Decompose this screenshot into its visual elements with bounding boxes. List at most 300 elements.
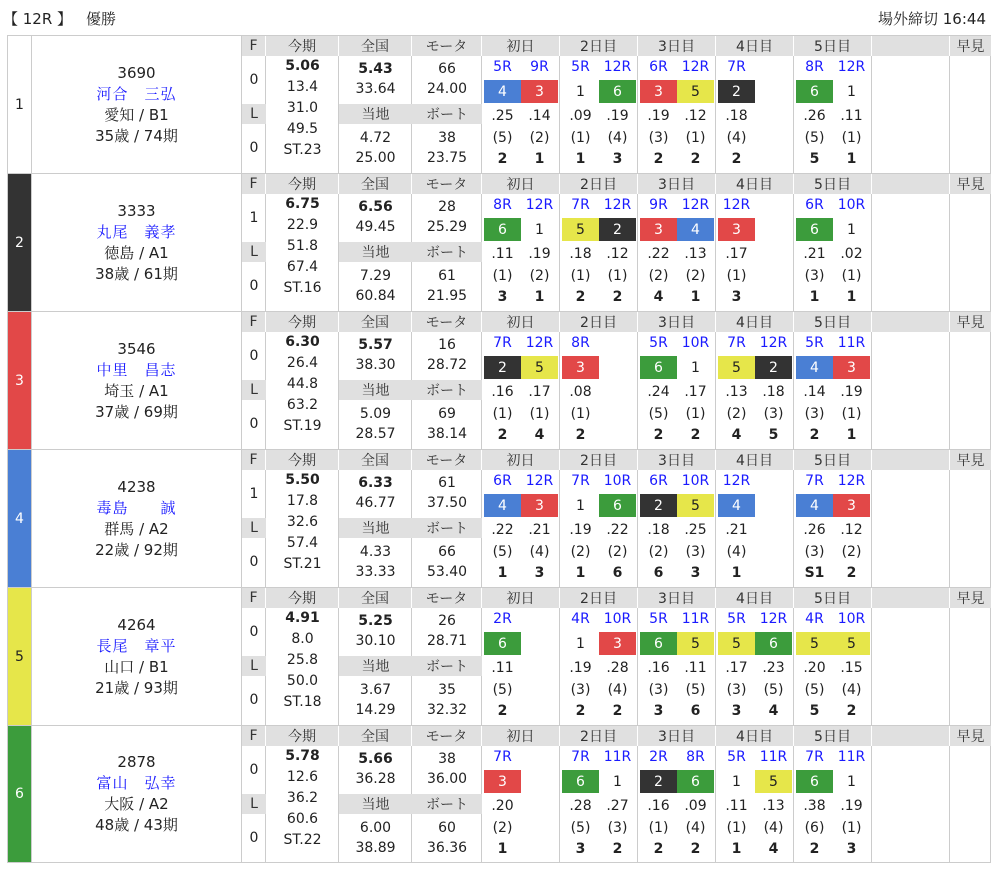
course-badge: 3 [484, 770, 521, 793]
header-bar [0, 0, 1000, 34]
race-number-link[interactable]: 12R [525, 197, 554, 213]
national-2ren-rate: 33.64 [355, 81, 396, 97]
course-badge: 1 [562, 80, 599, 103]
race-number-link[interactable]: 12R [525, 473, 554, 489]
racer-name-link[interactable]: 丸尾 義孝 [96, 222, 177, 241]
race-number-link[interactable]: 5R [805, 335, 824, 351]
racer-info [32, 450, 242, 587]
race-number-link[interactable]: 12R [722, 473, 751, 489]
racer-row [7, 449, 991, 587]
season-stat: 50.0 [286, 673, 319, 689]
racer-branch: 徳島 / A1 [104, 243, 169, 262]
season-stat: 12.6 [286, 769, 319, 785]
grid-line [793, 56, 794, 173]
racer-info [32, 726, 242, 862]
col-header-day: 初日 [482, 588, 560, 608]
race-number-link[interactable]: 6R [649, 473, 668, 489]
course-badge: 3 [521, 494, 558, 517]
start-timing: .17 [725, 246, 748, 262]
start-timing: .18 [725, 108, 748, 124]
start-position: (3) [648, 130, 669, 146]
course-badge: 6 [640, 632, 677, 655]
col-header-l: L [242, 518, 266, 538]
grid-line [637, 470, 638, 587]
start-timing: .26 [803, 522, 826, 538]
col-header-day: 2日目 [560, 726, 638, 746]
lane-number: 6 [8, 726, 32, 862]
grid-line [715, 746, 716, 862]
start-timing: .12 [684, 108, 707, 124]
col-header-empty [872, 174, 950, 194]
course-badge: 1 [833, 770, 870, 793]
boat-rate: 53.40 [426, 564, 468, 580]
race-number-link[interactable]: 7R [805, 749, 824, 765]
finish-position: 2 [731, 151, 742, 167]
race-number-link[interactable]: 5R [493, 59, 512, 75]
boat-rate: 32.32 [426, 702, 468, 718]
course-badge: 5 [521, 356, 558, 379]
grid-line [871, 746, 872, 862]
race-number-link[interactable]: 7R [805, 473, 824, 489]
season-stat: 25.8 [286, 652, 319, 668]
race-number-link[interactable]: 5R [727, 611, 746, 627]
course-badge: 2 [640, 494, 677, 517]
grid-line [793, 746, 794, 862]
start-timing: .26 [803, 108, 826, 124]
col-header-l: L [242, 380, 266, 400]
grid-line [559, 332, 560, 449]
finish-position: 4 [731, 427, 742, 443]
finish-position: 3 [534, 565, 545, 581]
race-number-link[interactable]: 12R [603, 197, 632, 213]
race-number-link[interactable]: 11R [837, 749, 866, 765]
race-number-link[interactable]: 7R [727, 59, 746, 75]
race-number-link[interactable]: 7R [571, 749, 590, 765]
race-number-link[interactable]: 5R [727, 749, 746, 765]
finish-position: 3 [690, 565, 701, 581]
finish-position: 3 [731, 703, 742, 719]
start-timing: .14 [803, 384, 826, 400]
race-number-link[interactable]: 11R [837, 335, 866, 351]
race-number-link[interactable]: 10R [837, 197, 866, 213]
col-header-l: L [242, 794, 266, 814]
race-number-link[interactable]: 5R [571, 59, 590, 75]
race-number-link[interactable]: 12R [837, 59, 866, 75]
col-header-f: F [242, 588, 266, 608]
start-timing: .16 [491, 384, 514, 400]
race-number-link[interactable]: 4R [571, 611, 590, 627]
season-stat: 51.8 [286, 238, 319, 254]
season-stat: 32.6 [286, 514, 319, 530]
racer-name-link[interactable]: 毒島 誠 [96, 498, 177, 517]
racer-age: 35歳 / 74期 [95, 126, 178, 145]
boat-number: 35 [438, 682, 456, 698]
season-stat: 60.6 [286, 811, 319, 827]
grid-line [949, 470, 950, 587]
race-number-link[interactable]: 12R [681, 197, 710, 213]
race-number-link[interactable]: 10R [837, 611, 866, 627]
col-header-day: 5日目 [794, 312, 872, 332]
course-badge: 6 [484, 218, 521, 241]
local-2ren-rate: 28.57 [355, 426, 396, 442]
start-timing: .11 [840, 108, 863, 124]
col-header-day: 初日 [482, 174, 560, 194]
race-number-link[interactable]: 9R [649, 197, 668, 213]
race-number-link[interactable]: 7R [571, 197, 590, 213]
start-timing: .13 [725, 384, 748, 400]
boat-rate: 21.95 [426, 288, 468, 304]
race-number-link[interactable]: 12R [837, 473, 866, 489]
col-header-day: 初日 [482, 312, 560, 332]
finish-position: 1 [497, 565, 508, 581]
grid-line [637, 56, 638, 173]
finish-position: 6 [612, 565, 623, 581]
start-timing: .18 [762, 384, 785, 400]
col-header-f: F [242, 726, 266, 746]
race-number-link[interactable]: 10R [603, 473, 632, 489]
start-position: (5) [648, 406, 669, 422]
grid-line [793, 194, 794, 311]
finish-position: 2 [809, 427, 820, 443]
local-win-rate: 7.29 [359, 268, 392, 284]
course-badge: 5 [796, 632, 833, 655]
race-number-link[interactable]: 6R [649, 59, 668, 75]
start-position: (2) [607, 544, 628, 560]
course-badge: 3 [562, 356, 599, 379]
start-position: (2) [648, 268, 669, 284]
start-timing: .11 [491, 660, 514, 676]
course-badge: 2 [484, 356, 521, 379]
grid-line [949, 194, 950, 311]
start-timing: .21 [725, 522, 748, 538]
start-position: (1) [841, 820, 862, 836]
start-timing: .14 [528, 108, 551, 124]
season-stat: 4.91 [285, 610, 320, 626]
race-number-link[interactable]: 5R [649, 335, 668, 351]
col-header-national: 全国 [339, 174, 412, 194]
start-timing: .19 [840, 384, 863, 400]
start-position: (4) [607, 682, 628, 698]
stats-grid [242, 588, 990, 725]
col-header-day: 4日目 [716, 174, 794, 194]
finish-position: 2 [846, 565, 857, 581]
season-stat: 36.2 [286, 790, 319, 806]
finish-position: 2 [653, 151, 664, 167]
col-header-day: 初日 [482, 450, 560, 470]
start-timing: .11 [684, 660, 707, 676]
start-position: (5) [763, 682, 784, 698]
finish-position: 1 [497, 841, 508, 857]
boat-rate: 38.14 [426, 426, 468, 442]
course-badge: 3 [718, 218, 755, 241]
finish-position: 2 [690, 841, 701, 857]
course-badge: 6 [562, 770, 599, 793]
start-timing: .19 [528, 246, 551, 262]
season-stat: ST.22 [283, 832, 322, 848]
start-position: (5) [492, 544, 513, 560]
start-position: (4) [841, 682, 862, 698]
start-position: (1) [726, 820, 747, 836]
col-header-early: 早見 [950, 450, 992, 470]
course-badge: 4 [484, 80, 521, 103]
col-header-day: 3日目 [638, 450, 716, 470]
finish-position: 2 [612, 841, 623, 857]
race-number-link[interactable]: 12R [525, 335, 554, 351]
race-number-link[interactable]: 10R [603, 611, 632, 627]
col-header-f: F [242, 312, 266, 332]
motor-rate: 28.71 [426, 633, 468, 649]
flying-count: 0 [249, 72, 259, 88]
finish-position: 1 [846, 289, 857, 305]
race-number-link[interactable]: 4R [805, 611, 824, 627]
finish-position: 5 [768, 427, 779, 443]
racer-name-link[interactable]: 中里 昌志 [96, 360, 177, 379]
racer-row [7, 587, 991, 725]
start-position: (4) [685, 820, 706, 836]
col-header-day: 初日 [482, 36, 560, 56]
racer-row [7, 173, 991, 311]
race-number-link[interactable]: 5R [649, 611, 668, 627]
motor-number: 66 [438, 61, 456, 77]
col-header-season: 今期 [266, 36, 339, 56]
course-badge: 1 [562, 494, 599, 517]
finish-position: 1 [731, 565, 742, 581]
col-header-season: 今期 [266, 588, 339, 608]
start-timing: .13 [762, 798, 785, 814]
race-number-link[interactable]: 11R [603, 749, 632, 765]
motor-rate: 25.29 [426, 219, 468, 235]
col-header-local: 当地 [339, 242, 412, 262]
course-badge: 3 [640, 218, 677, 241]
racer-reg-number: 3333 [117, 201, 156, 220]
start-timing: .24 [647, 384, 670, 400]
season-stat: 57.4 [286, 535, 319, 551]
start-position: (1) [607, 268, 628, 284]
season-stat: 31.0 [286, 100, 319, 116]
motor-rate: 36.00 [426, 771, 468, 787]
course-badge: 5 [718, 356, 755, 379]
start-timing: .19 [840, 798, 863, 814]
season-stat: 17.8 [286, 493, 319, 509]
finish-position: 2 [575, 289, 586, 305]
start-timing: .17 [528, 384, 551, 400]
start-timing: .19 [569, 660, 592, 676]
col-header-day: 初日 [482, 726, 560, 746]
race-number-link[interactable]: 8R [805, 59, 824, 75]
start-position: (1) [841, 268, 862, 284]
grid-line [559, 608, 560, 725]
race-number-link[interactable]: 7R [571, 473, 590, 489]
start-position: (5) [685, 682, 706, 698]
start-position: (1) [492, 406, 513, 422]
start-position: (2) [685, 268, 706, 284]
finish-position: 4 [768, 703, 779, 719]
motor-number: 38 [438, 751, 456, 767]
racer-name-link[interactable]: 富山 弘幸 [96, 774, 177, 792]
national-2ren-rate: 49.45 [355, 219, 396, 235]
grid-line [871, 194, 872, 311]
start-timing: .18 [569, 246, 592, 262]
col-header-season: 今期 [266, 450, 339, 470]
race-number-link[interactable]: 6R [493, 473, 512, 489]
course-badge: 6 [796, 80, 833, 103]
racer-name-link[interactable]: 河合 三弘 [96, 84, 177, 103]
start-position: (3) [804, 544, 825, 560]
race-number-link[interactable]: 8R [493, 197, 512, 213]
stats-grid [242, 36, 990, 173]
national-win-rate: 5.25 [358, 613, 393, 629]
start-position: (5) [804, 682, 825, 698]
start-position: (3) [607, 820, 628, 836]
grid-line [949, 746, 950, 862]
finish-position: 1 [846, 151, 857, 167]
racer-branch: 大阪 / A2 [104, 795, 169, 813]
start-position: (2) [529, 130, 550, 146]
col-header-day: 4日目 [716, 450, 794, 470]
start-timing: .28 [606, 660, 629, 676]
race-number: 【 12R 】 [3, 10, 73, 28]
col-header-l: L [242, 104, 266, 124]
racer-reg-number: 3690 [117, 63, 156, 82]
national-win-rate: 5.57 [358, 337, 393, 353]
col-header-early: 早見 [950, 726, 992, 746]
finish-position: 5 [809, 703, 820, 719]
race-name: 優勝 [86, 10, 117, 28]
col-header-day: 4日目 [716, 588, 794, 608]
race-number-link[interactable]: 11R [681, 611, 710, 627]
boat-number: 66 [438, 544, 456, 560]
start-position: (1) [648, 820, 669, 836]
finish-position: 3 [846, 841, 857, 857]
race-number-link[interactable]: 7R [493, 749, 512, 765]
local-2ren-rate: 38.89 [355, 840, 396, 856]
col-header-boat: ボート [412, 656, 482, 676]
late-count: 0 [249, 140, 259, 156]
race-number-link[interactable]: 7R [493, 335, 512, 351]
season-stat: 6.30 [285, 334, 320, 350]
race-number-link[interactable]: 12R [759, 335, 788, 351]
col-header-season: 今期 [266, 726, 339, 746]
start-timing: .02 [840, 246, 863, 262]
racer-info [32, 588, 242, 725]
race-number-link[interactable]: 8R [571, 335, 590, 351]
col-header-boat: ボート [412, 380, 482, 400]
start-timing: .12 [606, 246, 629, 262]
col-header-day: 5日目 [794, 726, 872, 746]
course-badge: 1 [521, 218, 558, 241]
finish-position: 1 [534, 289, 545, 305]
col-header-national: 全国 [339, 312, 412, 332]
col-header-early: 早見 [950, 174, 992, 194]
season-stat: 67.4 [286, 259, 319, 275]
boat-number: 60 [438, 820, 456, 836]
race-number-link[interactable]: 7R [727, 335, 746, 351]
grid-line [559, 56, 560, 173]
start-timing: .20 [803, 660, 826, 676]
race-number-link[interactable]: 12R [759, 611, 788, 627]
course-badge: 2 [599, 218, 636, 241]
late-count: 0 [249, 692, 259, 708]
finish-position: 1 [575, 151, 586, 167]
start-timing: .21 [803, 246, 826, 262]
col-header-season: 今期 [266, 174, 339, 194]
course-badge: 6 [796, 770, 833, 793]
racer-name-link[interactable]: 長尾 章平 [96, 636, 177, 655]
racer-age: 21歳 / 93期 [95, 678, 178, 697]
col-header-day: 3日目 [638, 588, 716, 608]
race-number-link[interactable]: 2R [493, 611, 512, 627]
start-position: (2) [529, 268, 550, 284]
grid-line [637, 332, 638, 449]
col-header-local: 当地 [339, 794, 412, 814]
finish-position: 1 [731, 841, 742, 857]
col-header-day: 3日目 [638, 726, 716, 746]
finish-position: 2 [653, 427, 664, 443]
start-timing: .27 [606, 798, 629, 814]
start-timing: .15 [840, 660, 863, 676]
start-position: (4) [529, 544, 550, 560]
start-timing: .22 [647, 246, 670, 262]
start-position: (5) [570, 820, 591, 836]
race-number-link[interactable]: 10R [681, 473, 710, 489]
col-header-motor: モータ [412, 588, 482, 608]
course-badge: 5 [755, 770, 792, 793]
finish-position: 2 [690, 427, 701, 443]
grid-line [715, 608, 716, 725]
col-header-empty [872, 36, 950, 56]
racer-info [32, 36, 242, 173]
lane-number: 1 [8, 36, 32, 173]
course-badge: 4 [484, 494, 521, 517]
col-header-empty [872, 588, 950, 608]
local-2ren-rate: 14.29 [355, 702, 396, 718]
race-number-link[interactable]: 9R [530, 59, 549, 75]
race-number-link[interactable]: 12R [603, 59, 632, 75]
race-number-link[interactable]: 6R [805, 197, 824, 213]
finish-position: 3 [653, 703, 664, 719]
start-timing: .28 [569, 798, 592, 814]
race-number-link[interactable]: 10R [681, 335, 710, 351]
race-number-link[interactable]: 2R [649, 749, 668, 765]
start-timing: .17 [684, 384, 707, 400]
col-header-empty [872, 312, 950, 332]
col-header-national: 全国 [339, 588, 412, 608]
col-header-motor: モータ [412, 36, 482, 56]
course-badge: 4 [677, 218, 714, 241]
finish-position: 2 [575, 427, 586, 443]
racer-reg-number: 3546 [117, 339, 156, 358]
start-position: (2) [841, 544, 862, 560]
course-badge: 5 [677, 80, 714, 103]
late-count: 0 [249, 278, 259, 294]
col-header-day: 3日目 [638, 174, 716, 194]
season-stat: 6.75 [285, 196, 320, 212]
finish-position: 6 [653, 565, 664, 581]
race-number-link[interactable]: 12R [722, 197, 751, 213]
racer-row [7, 311, 991, 449]
course-badge: 1 [718, 770, 755, 793]
start-timing: .16 [647, 798, 670, 814]
local-win-rate: 5.09 [359, 406, 392, 422]
motor-rate: 24.00 [426, 81, 468, 97]
race-number-link[interactable]: 8R [686, 749, 705, 765]
season-stat: 13.4 [286, 79, 319, 95]
race-number-link[interactable]: 11R [759, 749, 788, 765]
boat-number: 69 [438, 406, 456, 422]
race-number-link[interactable]: 12R [681, 59, 710, 75]
col-header-day: 2日目 [560, 36, 638, 56]
start-position: (2) [492, 820, 513, 836]
